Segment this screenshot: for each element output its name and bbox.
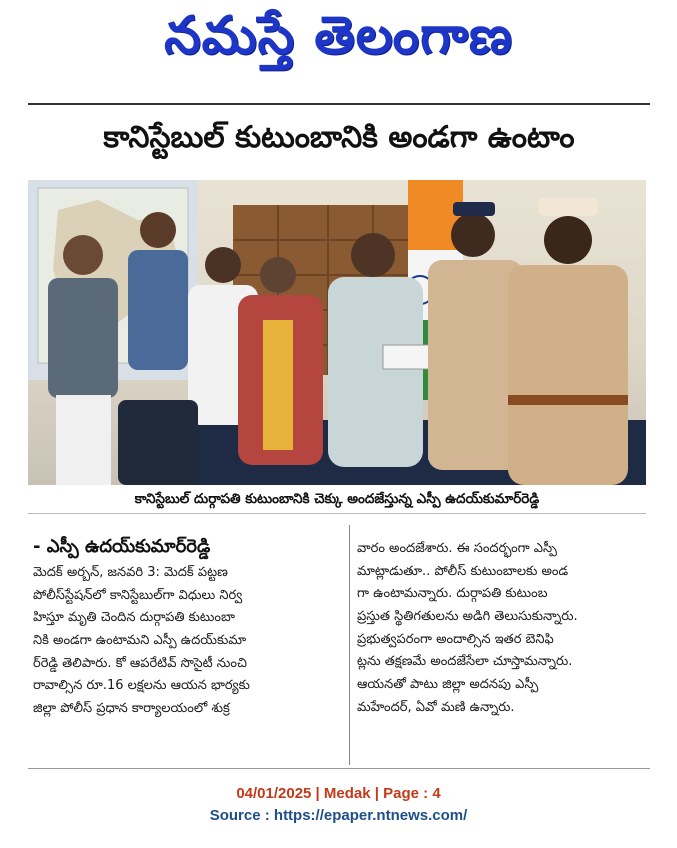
body-line: జిల్లా పోలీస్ ప్రధాన కార్యాలయంలో శుక్ర <box>33 701 230 717</box>
newspaper-title: నమస్తే తెలంగాణ <box>164 6 513 66</box>
body-line: ర్‌రెడ్డి తెలిపారు. కో ఆపరేటివ్ సొసైటీ నుంచి <box>33 655 247 671</box>
body-line: మాట్లాడుతూ.. పోలీస్ కుటుంబాలకు అండ <box>357 563 569 579</box>
body-line: రావాల్సిన రూ.16 లక్షలను ఆయన భార్యకు <box>33 678 250 694</box>
article-column-right <box>357 538 647 720</box>
body-line: ఆయనతో పాటు జిల్లా అదనపు ఎస్పీ <box>357 677 539 693</box>
body-line: మెదక్ అర్బన్, జనవరి 3: మెదక్ పట్టణ <box>33 565 228 580</box>
article-column-left <box>33 562 345 721</box>
edition-info: 04/01/2025 | Medak | Page : 4 <box>236 785 441 802</box>
body-line: మహేందర్, ఏవో మణి ఉన్నారు. <box>357 699 515 715</box>
masthead <box>0 0 677 90</box>
body-line: ప్రభుత్వపరంగా అందాల్సిన ఇతర బెనిఫి <box>357 631 554 647</box>
body-line: ప్రస్తుత స్థితిగతులను అడిగి తెలుసుకున్నారు. <box>357 609 578 625</box>
footer-divider <box>28 768 650 769</box>
body-line: గా ఉంటామన్నారు. దుర్గాపతి కుటుంబ <box>357 586 548 602</box>
photo-illustration <box>28 180 646 485</box>
article-photo <box>28 180 646 485</box>
body-line: పోలీస్‌స్టేషన్‌లో కానిస్టేబుల్‌గా విధులు నిర్వ <box>33 587 243 603</box>
body-line: హిస్తూ మృతి చెందిన దుర్గాపతి కుటుంబా <box>33 610 235 626</box>
body-line: నికి అండగా ఉంటామని ఎస్పీ ఉదయ్‌కుమా <box>33 633 247 649</box>
photo-caption: కానిస్టేబుల్ దుర్గాపతి కుటుంబానికి చెక్కు అందజేస్తున్న ఎస్పీ ఉదయ్‌కుమార్‌రెడ్డి <box>28 485 646 514</box>
article-headline: కానిస్టేబుల్ కుటుంబానికి అండగా ఉంటాం <box>103 120 575 155</box>
source-link[interactable]: Source : https://epaper.ntnews.com/ <box>209 807 468 824</box>
body-line: వారం అందజేశారు. ఈ సందర్భంగా ఎస్పీ <box>357 541 557 556</box>
header-divider <box>28 103 650 105</box>
column-divider <box>349 525 350 765</box>
body-line: ట్లను తక్షణమే అందజేసేలా చూస్తామన్నారు. <box>357 654 573 670</box>
article-byline: - ఎస్పీ ఉదయ్‌కుమార్‌రెడ్డి <box>33 536 211 557</box>
